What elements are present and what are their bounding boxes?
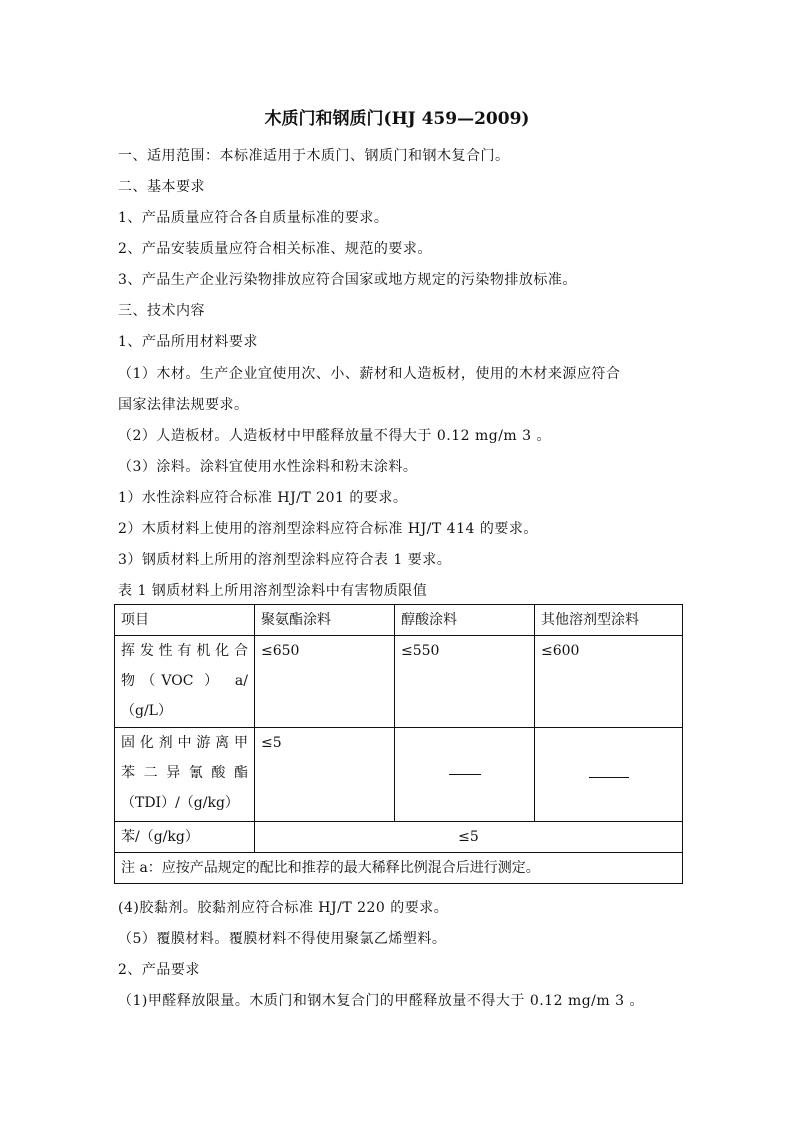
subsection-materials: 1、产品所用材料要求 bbox=[118, 334, 258, 350]
cell-benzene-value: ≤5 bbox=[255, 822, 683, 853]
wood-paragraph-line2: 国家法律法规要求。 bbox=[118, 397, 249, 413]
header-other-solvent: 其他溶剂型涂料 bbox=[535, 605, 683, 636]
board-paragraph: （2）人造板材。人造板材中甲醛释放量不得大于 0.12 mg/m 3 。 bbox=[118, 428, 552, 444]
document-title: 木质门和钢质门(HJ 459—2009) bbox=[264, 109, 530, 129]
coating-paragraph: （3）涂料。涂料宜使用水性涂料和粉末涂料。 bbox=[118, 459, 418, 475]
table-row-tdi bbox=[115, 728, 683, 822]
limits-table bbox=[114, 604, 683, 884]
row-label-tdi-line2: 苯二异氰酸酯 bbox=[121, 765, 248, 781]
row-label-voc bbox=[115, 636, 255, 728]
table-note-row bbox=[115, 853, 683, 884]
row-label-voc-line3: （g/L） bbox=[121, 703, 172, 719]
wood-paragraph-line1: （1）木材。生产企业宜使用次、小、薪材和人造板材，使用的木材来源应符合 bbox=[118, 366, 621, 382]
table-caption: 表 1 钢质材料上所用溶剂型涂料中有害物质限值 bbox=[118, 583, 428, 599]
row-label-tdi-line1: 固化剂中游离甲 bbox=[121, 735, 248, 751]
row-label-voc-line1: 挥发性有机化合 bbox=[121, 643, 248, 659]
cell-tdi-other bbox=[535, 728, 683, 822]
not-applicable-dash bbox=[589, 777, 629, 778]
cell-tdi-polyurethane: ≤5 bbox=[255, 728, 395, 822]
row-label-voc-line2: 物（VOC ） a/ bbox=[121, 673, 248, 689]
coating-item-1: 1）水性涂料应符合标准 HJ/T 201 的要求。 bbox=[118, 490, 408, 506]
section-heading-basic: 二、基本要求 bbox=[118, 179, 205, 195]
section-heading-tech: 三、技术内容 bbox=[118, 303, 205, 319]
film-paragraph: （5）覆膜材料。覆膜材料不得使用聚氯乙烯塑料。 bbox=[118, 931, 447, 947]
row-label-tdi-line3: （TDI）/（g/kg） bbox=[121, 795, 239, 811]
row-label-benzene: 苯/（g/kg） bbox=[115, 822, 255, 853]
header-item: 项目 bbox=[115, 605, 255, 636]
coating-item-2: 2）木质材料上使用的溶剂型涂料应符合标准 HJ/T 414 的要求。 bbox=[118, 521, 538, 537]
scope-paragraph: 一、适用范围：本标准适用于木质门、钢质门和钢木复合门。 bbox=[118, 148, 510, 164]
basic-req-3: 3、产品生产企业污染物排放应符合国家或地方规定的污染物排放标准。 bbox=[118, 272, 577, 288]
table-row-voc bbox=[115, 636, 683, 728]
table-note: 注 a：应按产品规定的配比和推荐的最大稀释比例混合后进行测定。 bbox=[115, 853, 683, 884]
header-polyurethane: 聚氨酯涂料 bbox=[255, 605, 395, 636]
cell-voc-other: ≤600 bbox=[535, 636, 683, 728]
subsection-product: 2、产品要求 bbox=[118, 962, 200, 978]
table-header-row bbox=[115, 605, 683, 636]
formaldehyde-paragraph: （1)甲醛释放限量。木质门和钢木复合门的甲醛释放量不得大于 0.12 mg/m 3 。 bbox=[118, 993, 644, 1009]
cell-voc-alkyd: ≤550 bbox=[395, 636, 535, 728]
basic-req-2: 2、产品安装质量应符合相关标准、规范的要求。 bbox=[118, 241, 432, 257]
adhesive-paragraph: (4)胶黏剂。胶黏剂应符合标准 HJ/T 220 的要求。 bbox=[118, 900, 449, 916]
not-applicable-dash bbox=[449, 774, 481, 775]
coating-item-3: 3）钢质材料上所用的溶剂型涂料应符合表 1 要求。 bbox=[118, 552, 452, 568]
header-alkyd: 醇酸涂料 bbox=[395, 605, 535, 636]
table-row-benzene bbox=[115, 822, 683, 853]
row-label-tdi bbox=[115, 728, 255, 822]
basic-req-1: 1、产品质量应符合各自质量标准的要求。 bbox=[118, 210, 389, 226]
cell-voc-polyurethane: ≤650 bbox=[255, 636, 395, 728]
cell-tdi-alkyd bbox=[395, 728, 535, 822]
